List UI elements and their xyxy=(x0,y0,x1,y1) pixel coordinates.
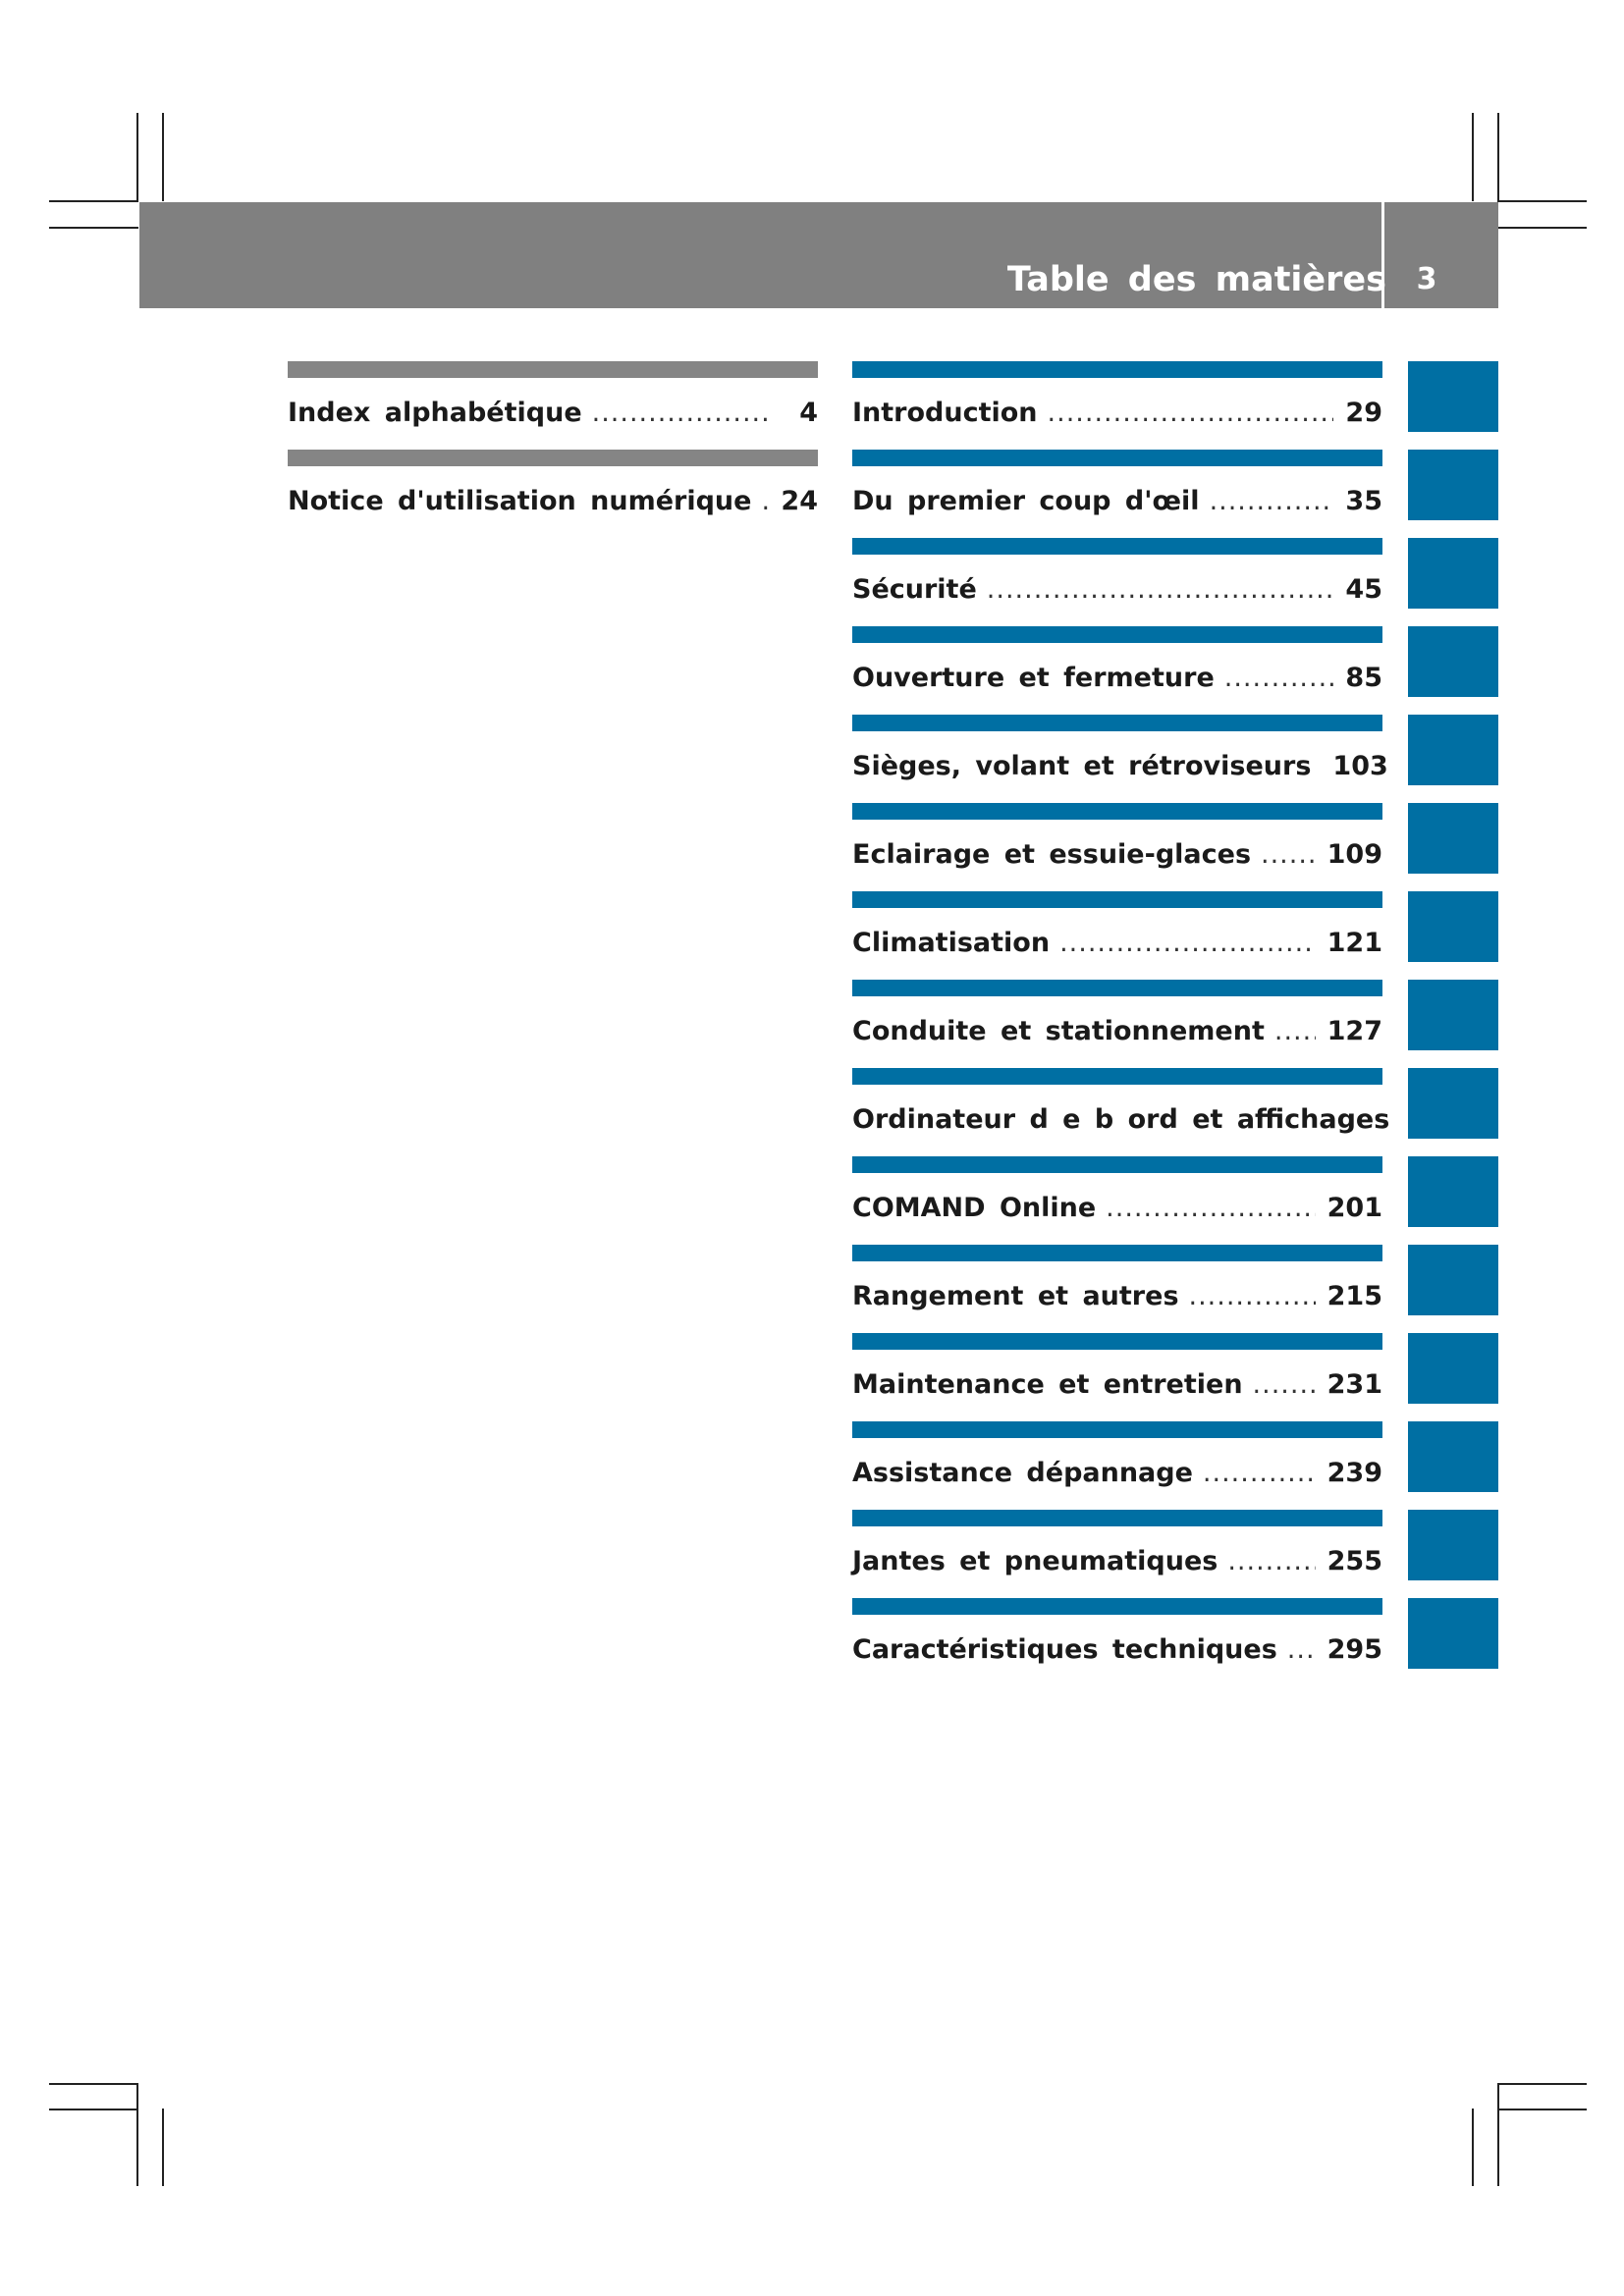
toc-entry-label: Eclairage et essuie-glaces xyxy=(852,838,1252,870)
dot-leader xyxy=(1224,663,1334,693)
crop-mark xyxy=(136,2083,138,2186)
crop-mark xyxy=(49,227,138,229)
chapter-tab[interactable] xyxy=(1408,1598,1498,1669)
dot-leader xyxy=(1059,928,1316,958)
toc-entry-label: COMAND Online xyxy=(852,1192,1097,1223)
dot-leader xyxy=(761,486,769,516)
crop-mark xyxy=(49,200,138,202)
toc-entry-label: Index alphabétique xyxy=(288,397,582,428)
toc-entry-row xyxy=(852,1276,1382,1315)
toc-right-column xyxy=(852,361,1390,1686)
toc-entry-row xyxy=(288,481,818,520)
toc-entry[interactable] xyxy=(852,1333,1382,1421)
dot-leader xyxy=(987,574,1334,605)
dot-leader xyxy=(1287,1634,1316,1665)
toc-entry-label: Sécurité xyxy=(852,573,977,605)
section-bar xyxy=(852,1245,1382,1261)
toc-entry-page: 4 xyxy=(799,397,818,428)
toc-entry[interactable] xyxy=(852,1510,1382,1598)
dot-leader xyxy=(1189,1281,1316,1311)
toc-entry-page: 255 xyxy=(1326,1545,1382,1576)
toc-entry[interactable] xyxy=(852,1598,1382,1686)
toc-entry-row xyxy=(852,1453,1382,1492)
chapter-tab[interactable] xyxy=(1408,361,1498,432)
toc-entry-row xyxy=(852,1629,1382,1669)
chapter-tab[interactable] xyxy=(1408,1068,1498,1139)
page-title: Table des matières xyxy=(1006,260,1386,299)
chapter-tab[interactable] xyxy=(1408,1333,1498,1404)
crop-mark xyxy=(1497,227,1587,229)
chapter-tab[interactable] xyxy=(1408,626,1498,697)
chapter-tab[interactable] xyxy=(1408,450,1498,520)
toc-entry-row xyxy=(852,481,1382,520)
section-bar xyxy=(852,891,1382,908)
chapter-tab[interactable] xyxy=(1408,891,1498,962)
crop-mark xyxy=(1497,2083,1587,2085)
toc-entry-row xyxy=(852,746,1388,785)
toc-entry-page: 201 xyxy=(1326,1192,1382,1223)
chapter-tab[interactable] xyxy=(1408,803,1498,874)
toc-entry[interactable] xyxy=(852,1245,1382,1333)
toc-entry[interactable] xyxy=(852,803,1382,891)
crop-mark xyxy=(162,2109,164,2186)
section-bar xyxy=(852,803,1382,820)
toc-entry-page: 24 xyxy=(781,485,818,516)
toc-entry-row xyxy=(852,1364,1382,1404)
chapter-tabs xyxy=(1408,361,1498,1686)
toc-entry-label: Ordinateur d e b ord et affichages xyxy=(852,1103,1390,1135)
toc-entry[interactable] xyxy=(852,1421,1382,1510)
section-bar xyxy=(288,361,818,378)
toc-entry-page: 231 xyxy=(1326,1368,1382,1400)
toc-entry-page: 103 xyxy=(1332,750,1388,781)
toc-entry-row xyxy=(852,1099,1390,1139)
section-bar xyxy=(852,1510,1382,1526)
toc-entry-row xyxy=(852,569,1382,609)
crop-mark xyxy=(1472,113,1474,201)
toc-entry-label: Assistance dépannage xyxy=(852,1457,1193,1488)
dot-leader xyxy=(1210,486,1334,516)
crop-mark xyxy=(49,2083,138,2085)
chapter-tab[interactable] xyxy=(1408,1421,1498,1492)
chapter-tab[interactable] xyxy=(1408,1245,1498,1315)
section-bar xyxy=(852,1421,1382,1438)
crop-mark xyxy=(1497,2083,1499,2186)
toc-entry-label: Du premier coup d'œil xyxy=(852,485,1200,516)
section-bar xyxy=(852,1598,1382,1615)
crop-mark xyxy=(1472,2109,1474,2186)
chapter-tab[interactable] xyxy=(1408,980,1498,1050)
toc-entry-label: Sièges, volant et rétroviseurs xyxy=(852,750,1312,781)
toc-entry-row xyxy=(852,834,1382,874)
chapter-tab[interactable] xyxy=(1408,1156,1498,1227)
toc-left-column xyxy=(288,361,818,538)
dot-leader xyxy=(1227,1546,1315,1576)
toc-entry-row xyxy=(852,658,1382,697)
toc-entry-label: Rangement et autres xyxy=(852,1280,1179,1311)
toc-entry-page: 45 xyxy=(1345,573,1382,605)
section-bar xyxy=(852,715,1382,731)
toc-entry-page: 127 xyxy=(1326,1015,1382,1046)
crop-mark xyxy=(1497,113,1499,201)
crop-mark xyxy=(162,113,164,201)
toc-entry-row xyxy=(852,1541,1382,1580)
toc-entry-label: Jantes et pneumatiques xyxy=(852,1545,1218,1576)
chapter-tab[interactable] xyxy=(1408,538,1498,609)
section-bar xyxy=(852,1068,1382,1085)
dot-leader xyxy=(1106,1193,1315,1223)
toc-entry-page: 295 xyxy=(1326,1633,1382,1665)
section-bar xyxy=(852,626,1382,643)
toc-entry[interactable] xyxy=(852,1068,1390,1156)
toc-entry-label: Notice d'utilisation numérique xyxy=(288,485,752,516)
toc-entry-row xyxy=(852,1188,1382,1227)
toc-entry-page: 121 xyxy=(1326,927,1382,958)
toc-entry-label: Caractéristiques techniques xyxy=(852,1633,1277,1665)
crop-mark xyxy=(49,2109,138,2110)
toc-entry[interactable] xyxy=(852,361,1382,450)
toc-entry-label: Conduite et stationnement xyxy=(852,1015,1265,1046)
page-number: 3 xyxy=(1416,262,1437,296)
toc-entry[interactable] xyxy=(852,626,1382,715)
chapter-tab[interactable] xyxy=(1408,715,1498,785)
toc-entry[interactable] xyxy=(852,715,1388,803)
chapter-tab[interactable] xyxy=(1408,1510,1498,1580)
toc-entry-row xyxy=(852,1011,1382,1050)
section-bar xyxy=(852,538,1382,555)
toc-entry-label: Introduction xyxy=(852,397,1038,428)
toc-entry[interactable] xyxy=(288,361,818,450)
toc-entry-row xyxy=(852,923,1382,962)
section-bar xyxy=(288,450,818,466)
dot-leader xyxy=(1274,1016,1316,1046)
toc-entry-label: Maintenance et entretien xyxy=(852,1368,1243,1400)
dot-leader xyxy=(592,398,773,428)
crop-mark xyxy=(1497,2109,1587,2110)
section-bar xyxy=(852,361,1382,378)
toc-entry-page: 109 xyxy=(1326,838,1382,870)
section-bar xyxy=(852,450,1382,466)
dot-leader xyxy=(1048,398,1334,428)
toc-entry[interactable] xyxy=(852,891,1382,980)
crop-mark xyxy=(136,113,138,201)
toc-entry[interactable] xyxy=(852,1156,1382,1245)
toc-entry[interactable] xyxy=(288,450,818,538)
dot-leader xyxy=(1253,1369,1316,1400)
toc-entry-row xyxy=(288,393,818,432)
crop-mark xyxy=(1497,200,1587,202)
section-bar xyxy=(852,1156,1382,1173)
toc-entry-row xyxy=(852,393,1382,432)
toc-entry-page: 239 xyxy=(1326,1457,1382,1488)
toc-entry[interactable] xyxy=(852,538,1382,626)
section-bar xyxy=(852,1333,1382,1350)
toc-entry-page: 215 xyxy=(1326,1280,1382,1311)
dot-leader xyxy=(1203,1458,1316,1488)
toc-entry-page: 29 xyxy=(1345,397,1382,428)
toc-entry-label: Ouverture et fermeture xyxy=(852,662,1215,693)
toc-entry[interactable] xyxy=(852,450,1382,538)
dot-leader xyxy=(1261,839,1316,870)
toc-entry[interactable] xyxy=(852,980,1382,1068)
toc-entry-page: 85 xyxy=(1345,662,1382,693)
toc-entry-page: 35 xyxy=(1345,485,1382,516)
toc-entry-label: Climatisation xyxy=(852,927,1051,958)
section-bar xyxy=(852,980,1382,996)
